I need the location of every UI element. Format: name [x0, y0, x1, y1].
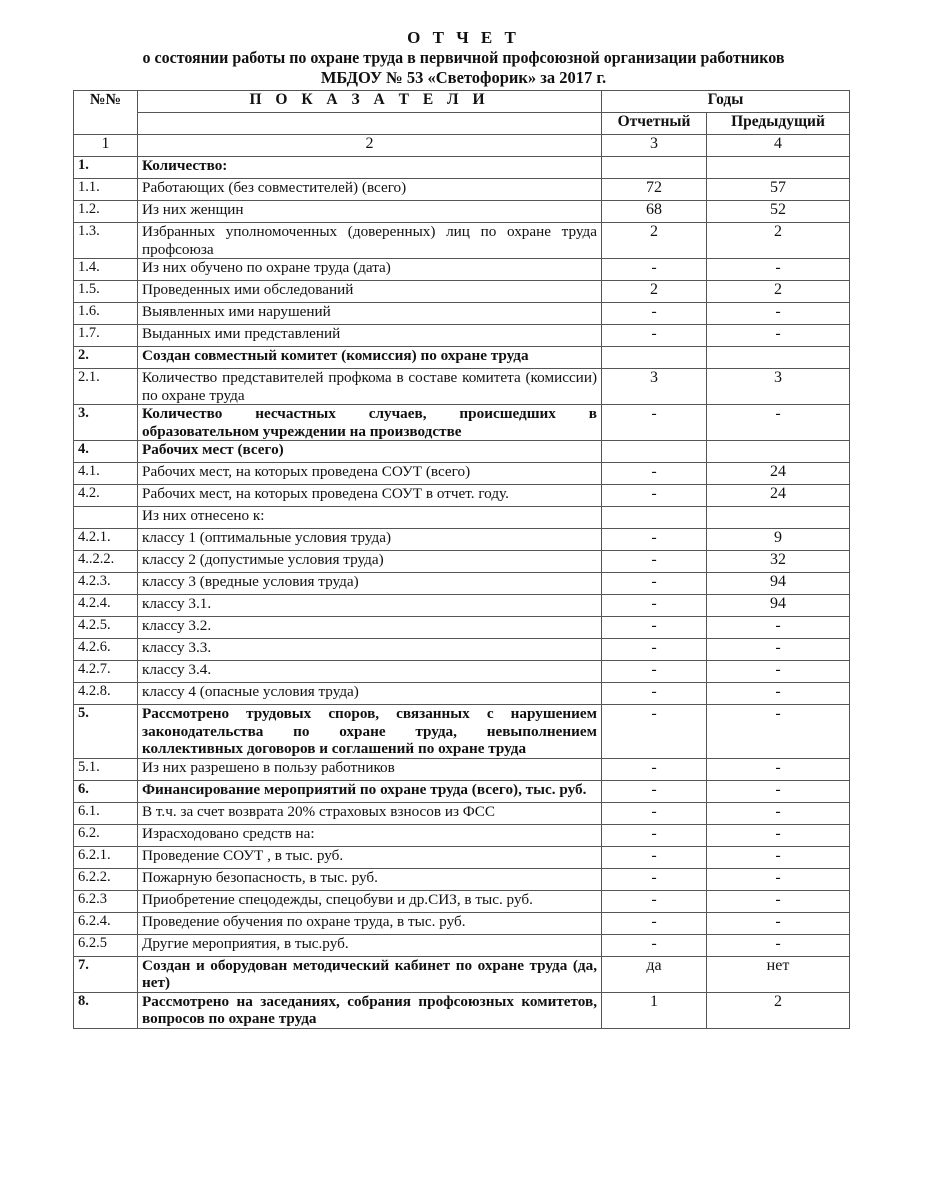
table-row [74, 780, 850, 802]
row-previous-value: - [707, 683, 850, 705]
row-previous-value: 32 [707, 551, 850, 573]
row-number: 2.1. [74, 369, 138, 405]
header-subrow [74, 113, 850, 135]
row-previous-value: - [707, 639, 850, 661]
row-reporting-value: - [602, 463, 707, 485]
row-reporting-value: - [602, 485, 707, 507]
row-indicator: В т.ч. за счет возврата 20% страховых взносов из ФСС [138, 802, 602, 824]
row-previous-value: 3 [707, 369, 850, 405]
row-reporting-value: 72 [602, 179, 707, 201]
row-previous-value: - [707, 617, 850, 639]
header-number: №№ [74, 91, 138, 135]
row-indicator: Создан и оборудован методический кабинет по охране труда (да, нет) [138, 956, 602, 992]
column-number: 2 [138, 135, 602, 157]
table-row [74, 463, 850, 485]
table-row [74, 325, 850, 347]
row-number: 1.2. [74, 201, 138, 223]
row-reporting-value: - [602, 617, 707, 639]
row-number: 1. [74, 157, 138, 179]
row-number: 2. [74, 347, 138, 369]
row-indicator: классу 4 (опасные условия труда) [138, 683, 602, 705]
header-years: Годы [602, 91, 850, 113]
row-reporting-value [602, 157, 707, 179]
row-previous-value: - [707, 405, 850, 441]
row-number: 1.7. [74, 325, 138, 347]
table-row [74, 281, 850, 303]
row-number: 8. [74, 992, 138, 1028]
row-previous-value: - [707, 758, 850, 780]
row-number: 1.6. [74, 303, 138, 325]
row-previous-value: 2 [707, 281, 850, 303]
row-indicator: Рабочих мест, на которых проведена СОУТ в отчет. году. [138, 485, 602, 507]
row-previous-value: - [707, 802, 850, 824]
row-reporting-value: - [602, 595, 707, 617]
table-row [74, 802, 850, 824]
table-row [74, 347, 850, 369]
row-reporting-value [602, 441, 707, 463]
table-row [74, 223, 850, 259]
row-previous-value [707, 507, 850, 529]
row-previous-value: нет [707, 956, 850, 992]
row-reporting-value: - [602, 758, 707, 780]
row-reporting-value: - [602, 639, 707, 661]
row-number: 4.2.6. [74, 639, 138, 661]
header-previous: Предыдущий [707, 113, 850, 135]
table-row [74, 201, 850, 223]
row-indicator: классу 2 (допустимые условия труда) [138, 551, 602, 573]
row-indicator: Количество несчастных случаев, происшедших в образовательном учреждении на производстве [138, 405, 602, 441]
header-reporting: Отчетный [602, 113, 707, 135]
row-number: 4.2.8. [74, 683, 138, 705]
row-number: 6.2.5 [74, 934, 138, 956]
column-numbers-row [74, 135, 850, 157]
table-row [74, 369, 850, 405]
row-number: 4.2.7. [74, 661, 138, 683]
row-number: 4..2.2. [74, 551, 138, 573]
table-row [74, 890, 850, 912]
row-indicator: Приобретение спецодежды, спецобуви и др.СИЗ, в тыс. руб. [138, 890, 602, 912]
row-previous-value: 94 [707, 595, 850, 617]
row-previous-value: 2 [707, 992, 850, 1028]
row-reporting-value: - [602, 846, 707, 868]
row-reporting-value: - [602, 259, 707, 281]
row-reporting-value: - [602, 405, 707, 441]
row-number: 1.5. [74, 281, 138, 303]
row-previous-value: - [707, 934, 850, 956]
table-row [74, 507, 850, 529]
row-indicator: Рабочих мест (всего) [138, 441, 602, 463]
table-row [74, 595, 850, 617]
row-reporting-value: - [602, 683, 707, 705]
row-number: 6.1. [74, 802, 138, 824]
row-previous-value: - [707, 824, 850, 846]
column-number: 4 [707, 135, 850, 157]
table-row [74, 157, 850, 179]
row-indicator: Из них разрешено в пользу работников [138, 758, 602, 780]
row-reporting-value: - [602, 780, 707, 802]
row-number: 6.2.3 [74, 890, 138, 912]
row-previous-value: - [707, 780, 850, 802]
row-previous-value: - [707, 259, 850, 281]
row-indicator: Выданных ими представлений [138, 325, 602, 347]
row-indicator: классу 3.2. [138, 617, 602, 639]
row-number: 4.2.3. [74, 573, 138, 595]
row-number: 6.2.2. [74, 868, 138, 890]
row-number: 1.1. [74, 179, 138, 201]
row-reporting-value: - [602, 868, 707, 890]
row-indicator: Из них женщин [138, 201, 602, 223]
row-indicator: Из них отнесено к: [138, 507, 602, 529]
row-indicator: Рабочих мест, на которых проведена СОУТ (всего) [138, 463, 602, 485]
table-row [74, 705, 850, 759]
table-row [74, 573, 850, 595]
table-row [74, 441, 850, 463]
row-previous-value: - [707, 325, 850, 347]
row-indicator: Избранных уполномоченных (доверенных) лиц по охране труда профсоюза [138, 223, 602, 259]
row-previous-value: - [707, 705, 850, 759]
row-number: 4.2. [74, 485, 138, 507]
row-indicator: Пожарную безопасность, в тыс. руб. [138, 868, 602, 890]
row-number: 6.2.4. [74, 912, 138, 934]
table-row [74, 683, 850, 705]
row-reporting-value: - [602, 303, 707, 325]
row-indicator: Количество: [138, 157, 602, 179]
row-number: 5. [74, 705, 138, 759]
row-reporting-value: - [602, 802, 707, 824]
header-row [74, 91, 850, 113]
row-number: 4.2.1. [74, 529, 138, 551]
row-reporting-value: - [602, 934, 707, 956]
row-number [74, 507, 138, 529]
row-reporting-value: - [602, 573, 707, 595]
row-indicator: классу 3.3. [138, 639, 602, 661]
row-reporting-value: - [602, 325, 707, 347]
table-row [74, 758, 850, 780]
table-row [74, 934, 850, 956]
row-number: 1.4. [74, 259, 138, 281]
row-indicator: Израсходовано средств на: [138, 824, 602, 846]
table-row [74, 617, 850, 639]
row-previous-value: 2 [707, 223, 850, 259]
row-number: 4.2.4. [74, 595, 138, 617]
row-number: 3. [74, 405, 138, 441]
row-reporting-value: - [602, 705, 707, 759]
row-reporting-value: 1 [602, 992, 707, 1028]
row-indicator: Создан совместный комитет (комиссия) по охране труда [138, 347, 602, 369]
row-number: 4. [74, 441, 138, 463]
table-row [74, 661, 850, 683]
row-reporting-value: - [602, 551, 707, 573]
row-number: 4.2.5. [74, 617, 138, 639]
table-row [74, 259, 850, 281]
table-row [74, 179, 850, 201]
row-reporting-value: да [602, 956, 707, 992]
row-previous-value: 24 [707, 463, 850, 485]
row-previous-value [707, 441, 850, 463]
table-row [74, 639, 850, 661]
row-previous-value: 52 [707, 201, 850, 223]
row-reporting-value: - [602, 912, 707, 934]
table-row [74, 551, 850, 573]
row-previous-value: - [707, 868, 850, 890]
report-table [73, 90, 850, 1029]
row-indicator: классу 3.4. [138, 661, 602, 683]
row-indicator: Проведение СОУТ , в тыс. руб. [138, 846, 602, 868]
document-subtitle-line1: о состоянии работы по охране труда в первичной профсоюзной организации работников [142, 48, 785, 67]
row-reporting-value: 68 [602, 201, 707, 223]
row-previous-value: 9 [707, 529, 850, 551]
row-number: 6.2. [74, 824, 138, 846]
row-indicator: классу 3.1. [138, 595, 602, 617]
row-previous-value: 57 [707, 179, 850, 201]
row-reporting-value: - [602, 890, 707, 912]
row-indicator: Рассмотрено трудовых споров, связанных с нарушением законодательства по охране труда, невыполнением коллективных договоров и соглашений по охране труда [138, 705, 602, 759]
row-indicator: Проведенных ими обследований [138, 281, 602, 303]
row-indicator: классу 1 (оптимальные условия труда) [138, 529, 602, 551]
column-number: 1 [74, 135, 138, 157]
row-indicator: Проведение обучения по охране труда, в тыс. руб. [138, 912, 602, 934]
table-row [74, 529, 850, 551]
row-previous-value: - [707, 912, 850, 934]
table-row [74, 405, 850, 441]
document-subtitle-line2: МБДОУ № 53 «Светофорик» за 2017 г. [320, 68, 607, 87]
row-indicator: Работающих (без совместителей) (всего) [138, 179, 602, 201]
table-row [74, 992, 850, 1028]
row-reporting-value: 3 [602, 369, 707, 405]
row-number: 5.1. [74, 758, 138, 780]
row-reporting-value: - [602, 824, 707, 846]
row-number: 4.1. [74, 463, 138, 485]
row-number: 6.2.1. [74, 846, 138, 868]
row-previous-value: - [707, 846, 850, 868]
row-indicator: Выявленных ими нарушений [138, 303, 602, 325]
row-reporting-value: - [602, 661, 707, 683]
row-indicator: Из них обучено по охране труда (дата) [138, 259, 602, 281]
row-reporting-value [602, 507, 707, 529]
row-reporting-value: 2 [602, 281, 707, 303]
header-indicators: П О К А З А Т Е Л И [138, 91, 602, 113]
column-number: 3 [602, 135, 707, 157]
row-indicator: классу 3 (вредные условия труда) [138, 573, 602, 595]
row-number: 1.3. [74, 223, 138, 259]
row-previous-value [707, 157, 850, 179]
table-row [74, 956, 850, 992]
row-previous-value: 94 [707, 573, 850, 595]
row-previous-value: - [707, 661, 850, 683]
table-row [74, 846, 850, 868]
table-row [74, 303, 850, 325]
table-row [74, 868, 850, 890]
row-indicator: Количество представителей профкома в составе комитета (комиссии) по охране труда [138, 369, 602, 405]
table-row [74, 485, 850, 507]
row-previous-value: 24 [707, 485, 850, 507]
row-number: 6. [74, 780, 138, 802]
row-indicator: Финансирование мероприятий по охране труда (всего), тыс. руб. [138, 780, 602, 802]
row-previous-value: - [707, 890, 850, 912]
row-reporting-value: - [602, 529, 707, 551]
row-indicator: Рассмотрено на заседаниях, собрания профсоюзных комитетов, вопросов по охране труда [138, 992, 602, 1028]
row-previous-value [707, 347, 850, 369]
table-row [74, 912, 850, 934]
table-row [74, 824, 850, 846]
row-reporting-value: 2 [602, 223, 707, 259]
row-reporting-value [602, 347, 707, 369]
row-number: 7. [74, 956, 138, 992]
header-empty [138, 113, 602, 135]
document-title: О Т Ч Е Т [407, 28, 520, 47]
row-previous-value: - [707, 303, 850, 325]
row-indicator: Другие мероприятия, в тыс.руб. [138, 934, 602, 956]
